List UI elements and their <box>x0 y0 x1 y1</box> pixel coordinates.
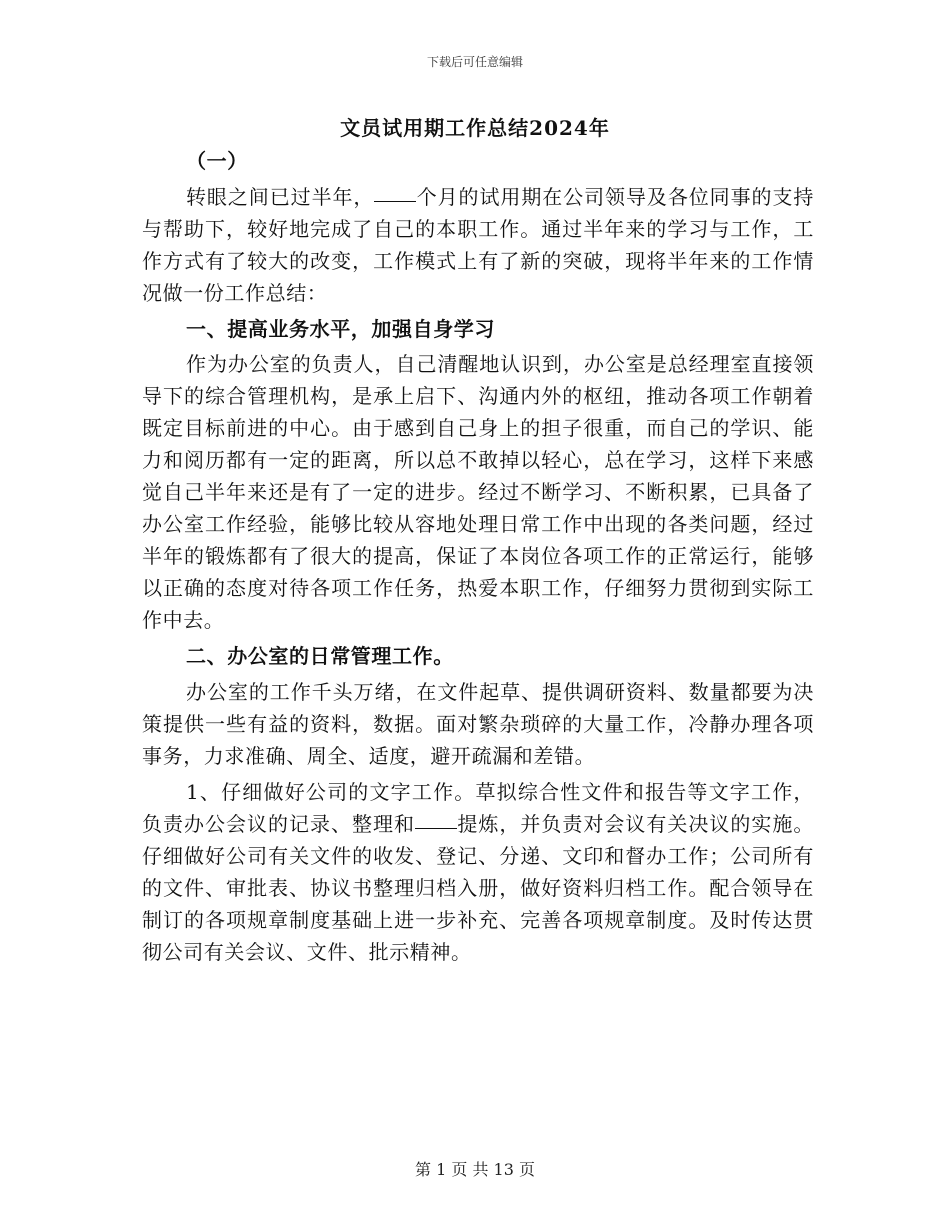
page-header: 下载后可任意编辑 <box>426 55 523 69</box>
paragraph-writing-part1: 1、仔细做好公司的文字工作。草拟综合性文件和报告等文字工作，负责办公会议的记录、整理和 <box>142 779 814 836</box>
paragraph-writing-part2: 提炼，并负责对会议有关决议的实施。仔细做好公司有关文件的收发、登记、分递、文印和督办工作；公司所有的文件、审批表、协议书整理归档入册，做好资料归档工作。配合领导在制订的各项规章制度基础上进一步补充、完善各项规章制度。及时传达贯彻公司有关会议、文件、批示精神。 <box>142 811 814 964</box>
paragraph-study: 作为办公室的负责人，自己清醒地认识到，办公室是总经理室直接领导下的综合管理机构，是承上启下、沟通内外的枢纽，推动各项工作朝着既定目标前进的中心。由于感到自己身上的担子很重，而自己的学识、能力和阅历都有一定的距离，所以总不敢掉以轻心，总在学习，这样下来感觉自己半年来还是有了一定的进步。经过不断学习、不断积累，已具备了办公室工作经验，能够比较从容地处理日常工作中出现的各类问题，经过半年的锻炼都有了很大的提高，保证了本岗位各项工作的正常运行，能够以正确的态度对待各项工作任务，热爱本职工作，仔细努力贯彻到实际工作中去。 <box>142 352 814 633</box>
document-title: 文员试用期工作总结2024年 <box>340 116 610 140</box>
section-heading-2: 二、办公室的日常管理工作。 <box>186 644 454 669</box>
paragraph-intro <box>142 181 814 309</box>
fill-in-blank <box>415 827 457 829</box>
section-number: （一） <box>186 149 248 173</box>
page-footer: 第 1 页 共 13 页 <box>415 1160 535 1179</box>
fill-in-blank <box>374 200 416 202</box>
paragraph-intro-part1: 转眼之间已过半年， <box>186 184 375 209</box>
paragraph-office-work: 办公室的工作千头万绪，在文件起草、提供调研资料、数量都要为决策提供一些有益的资料，数据。面对繁杂琐碎的大量工作，冷静办理各项事务，力求准确、周全、适度，避开疏漏和差错。 <box>142 679 814 768</box>
paragraph-intro-part2: 个月的试用期在公司领导及各位同事的支持与帮助下，较好地完成了自己的本职工作。通过半年来的学习与工作，工作方式有了较大的改变，工作模式上有了新的突破，现将半年来的工作情况做一份工作总结： <box>142 184 814 305</box>
document-body <box>142 145 814 972</box>
section-heading-1: 一、提高业务水平，加强自身学习 <box>186 316 495 341</box>
paragraph-writing-work <box>142 776 814 968</box>
